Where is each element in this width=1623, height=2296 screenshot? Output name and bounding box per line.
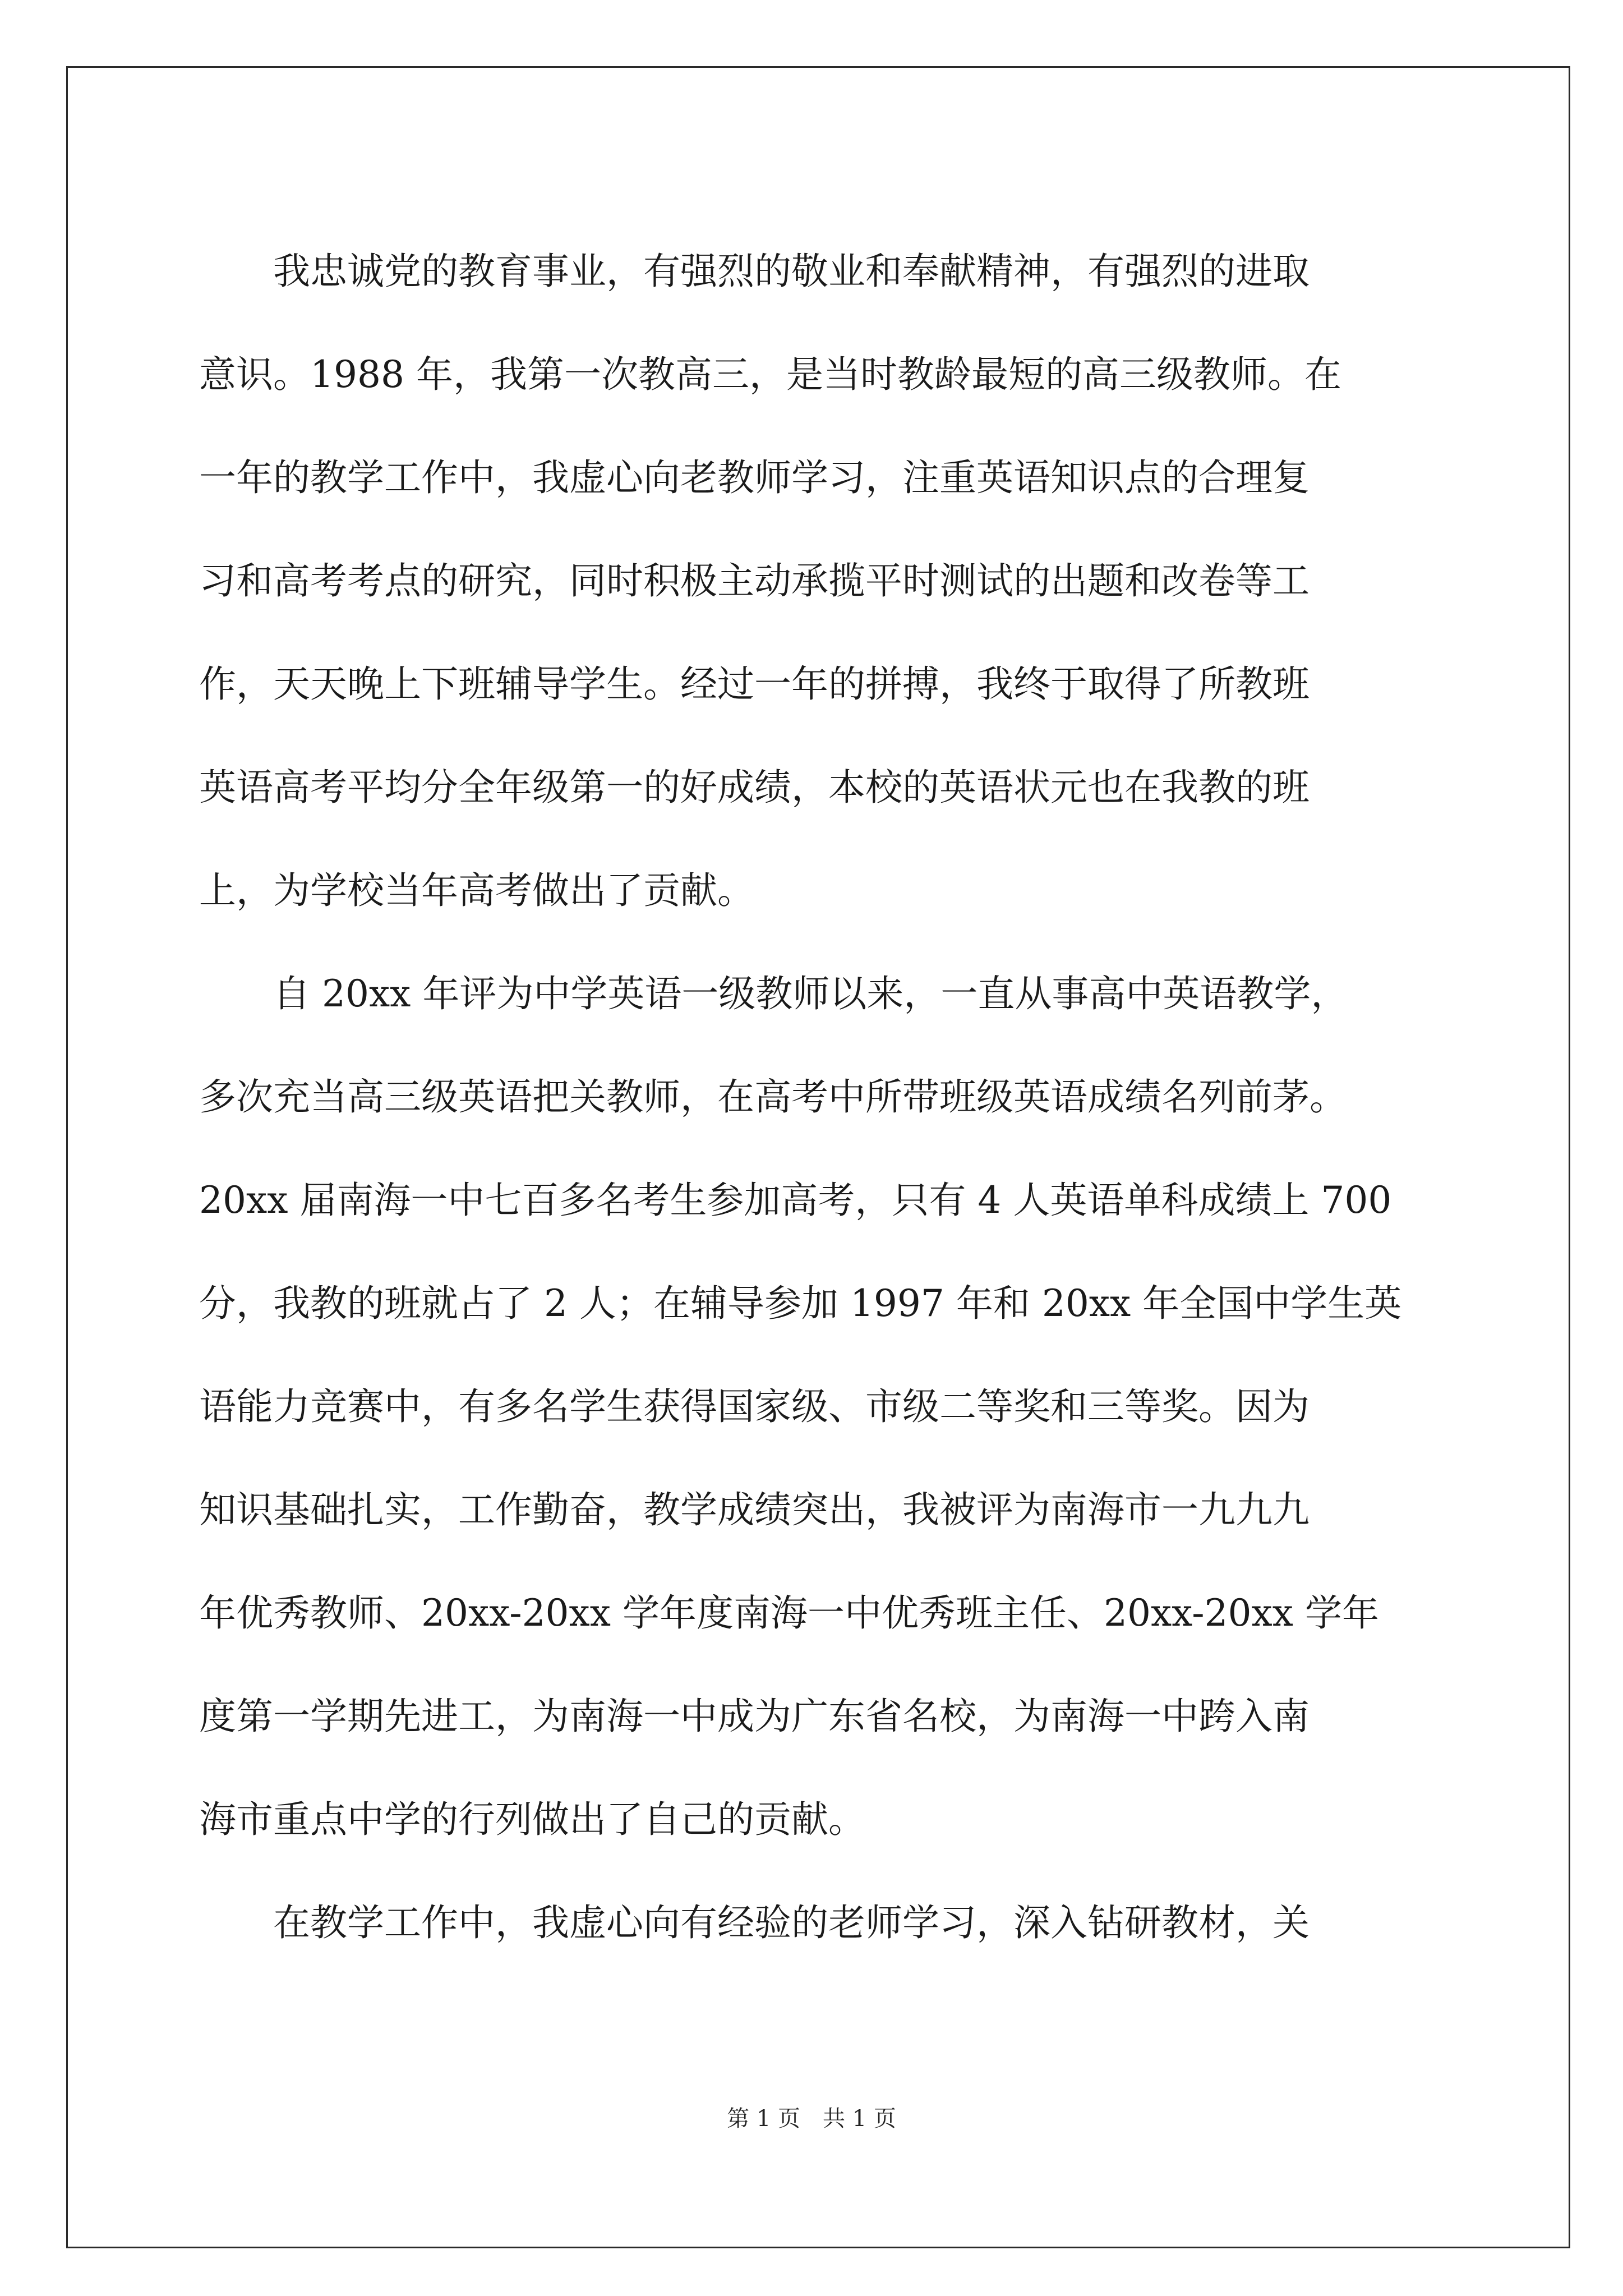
paragraph-1	[199, 220, 1438, 942]
text-line: 作，天天晚上下班辅导学生。经过一年的拼搏，我终于取得了所教班	[199, 662, 1310, 706]
text-line: 20xx 届南海一中七百多名考生参加高考，只有 4 人英语单科成绩上 700	[199, 1179, 1392, 1222]
text-line: 在教学工作中，我虚心向有经验的老师学习，深入钻研教材，关	[199, 1901, 1310, 1944]
text-line: 年优秀教师、20xx-20xx 学年度南海一中优秀班主任、20xx-20xx 学年	[199, 1591, 1379, 1635]
text-line: 上，为学校当年高考做出了贡献。	[199, 869, 754, 912]
text-line: 自 20xx 年评为中学英语一级教师以来，一直从事高中英语教学，	[199, 972, 1348, 1015]
text-line: 度第一学期先进工，为南海一中成为广东省名校，为南海一中跨入南	[199, 1695, 1310, 1738]
paragraph-3	[199, 1871, 1438, 1975]
text-line: 知识基础扎实，工作勤奋，教学成绩突出，我被评为南海市一九九九	[199, 1488, 1310, 1531]
text-line: 我忠诚党的教育事业，有强烈的敬业和奉献精神，有强烈的进取	[199, 250, 1310, 293]
text-line: 一年的教学工作中，我虚心向老教师学习，注重英语知识点的合理复	[199, 456, 1310, 499]
text-line: 意识。1988 年，我第一次教高三，是当时教龄最短的高三级教师。在	[199, 353, 1341, 396]
text-line: 语能力竞赛中，有多名学生获得国家级、市级二等奖和三等奖。因为	[199, 1385, 1310, 1428]
text-line: 习和高考考点的研究，同时积极主动承揽平时测试的出题和改卷等工	[199, 559, 1310, 602]
paragraph-2	[199, 942, 1438, 1871]
text-line: 分，我教的班就占了 2 人；在辅导参加 1997 年和 20xx 年全国中学生英	[199, 1282, 1402, 1325]
text-line: 多次充当高三级英语把关教师，在高考中所带班级英语成绩名列前茅。	[199, 1075, 1347, 1119]
text-line: 英语高考平均分全年级第一的好成绩，本校的英语状元也在我教的班	[199, 766, 1310, 809]
page-number-footer: 第 1 页 共 1 页	[727, 2106, 896, 2132]
document-body	[199, 220, 1438, 1975]
text-line: 海市重点中学的行列做出了自己的贡献。	[199, 1798, 865, 1841]
